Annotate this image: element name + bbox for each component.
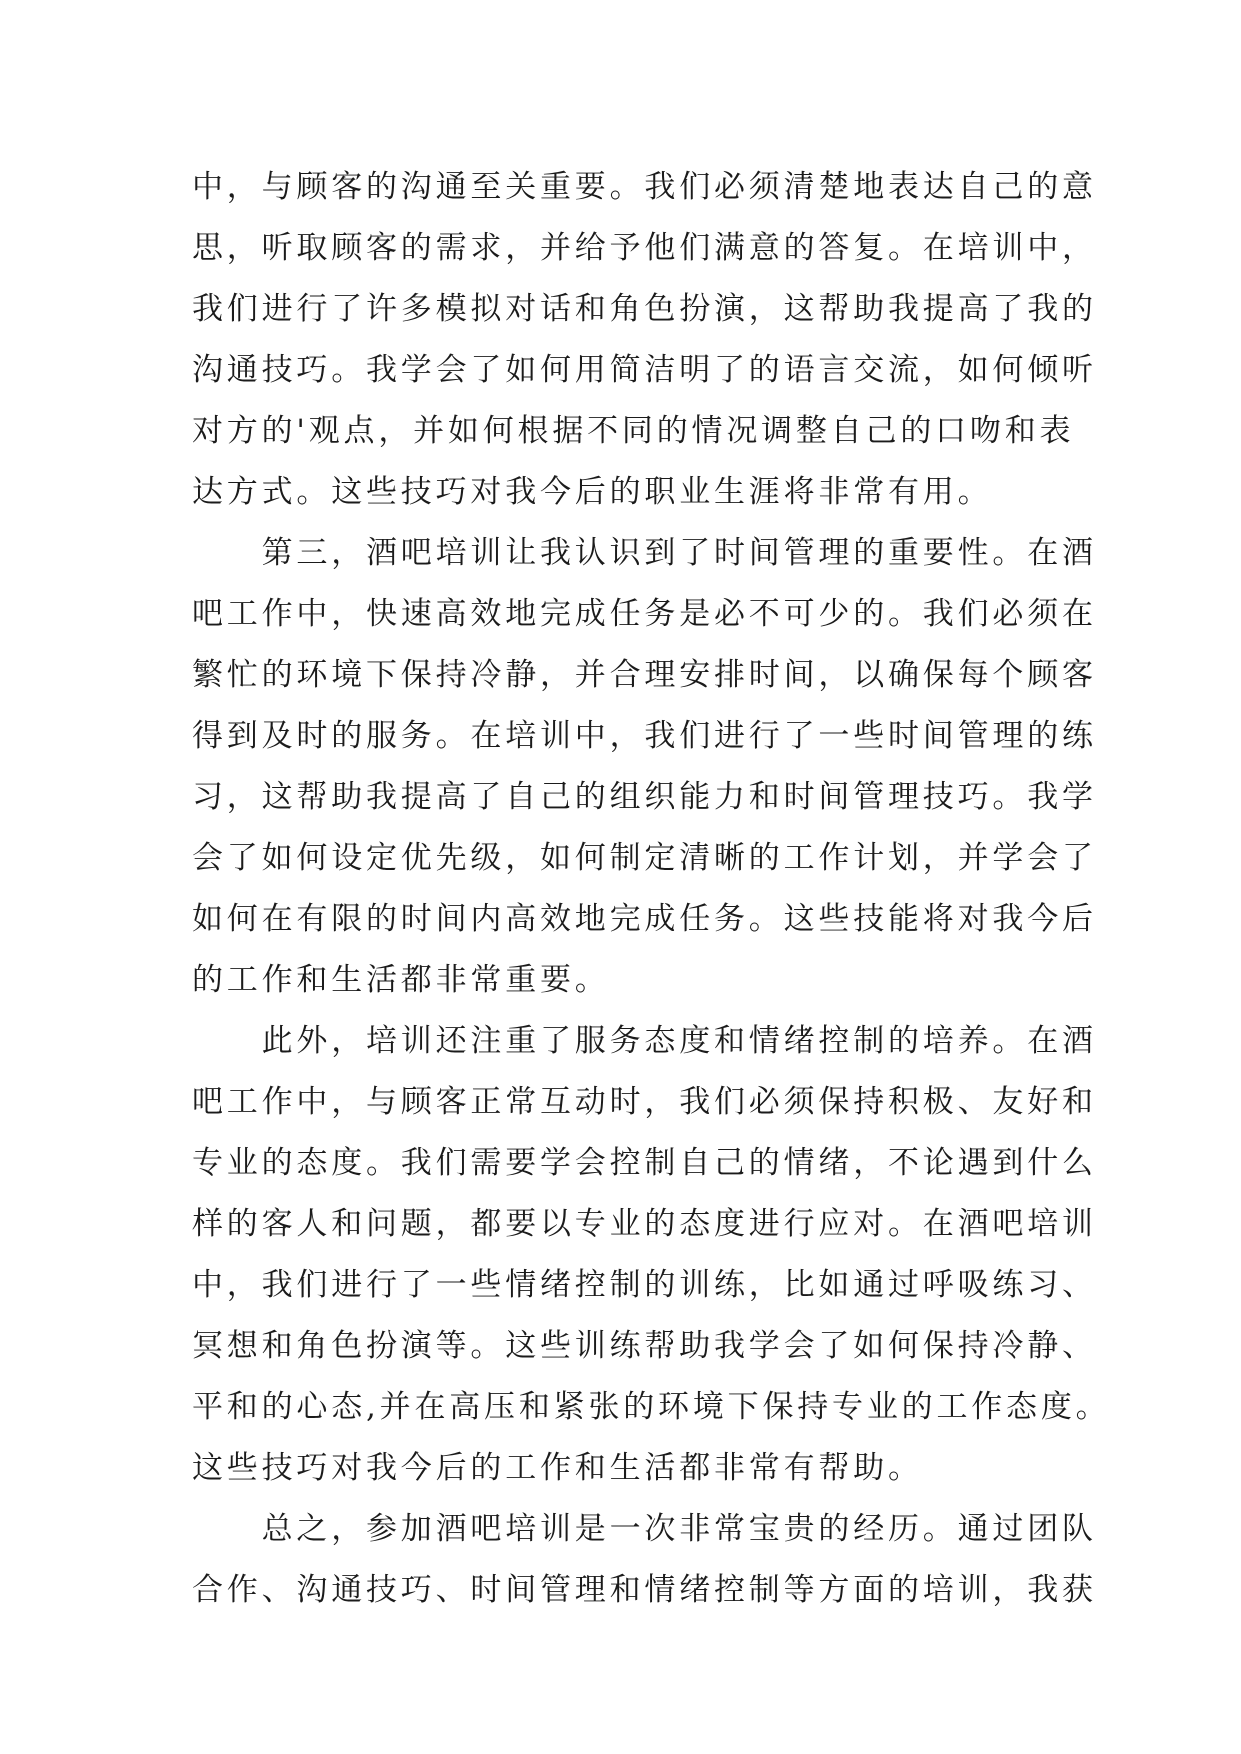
text-line: 吧工作中，与顾客正常互动时，我们必须保持积极、友好和 — [192, 1084, 1097, 1120]
text-line: 样的客人和问题，都要以专业的态度进行应对。在酒吧培训 — [192, 1206, 1097, 1242]
text-line: 冥想和角色扮演等。这些训练帮助我学会了如何保持冷静、 — [192, 1328, 1097, 1364]
text-line: 平和的心态,并在高压和紧张的环境下保持专业的工作态度。 — [192, 1389, 1111, 1425]
paragraph-start-line: 此外，培训还注重了服务态度和情绪控制的培养。在酒 — [192, 1023, 1097, 1059]
text-line: 合作、沟通技巧、时间管理和情绪控制等方面的培训，我获 — [192, 1572, 1097, 1608]
text-line: 繁忙的环境下保持冷静，并合理安排时间，以确保每个顾客 — [192, 657, 1097, 693]
text-line: 专业的态度。我们需要学会控制自己的情绪，不论遇到什么 — [192, 1145, 1097, 1181]
text-line: 中，与顾客的沟通至关重要。我们必须清楚地表达自己的意 — [192, 169, 1097, 205]
body-text — [192, 157, 1111, 1621]
text-line: 吧工作中，快速高效地完成任务是必不可少的。我们必须在 — [192, 596, 1097, 632]
text-line: 对方的'观点，并如何根据不同的情况调整自己的口吻和表 — [192, 413, 1075, 449]
text-line: 这些技巧对我今后的工作和生活都非常有帮助。 — [192, 1450, 923, 1486]
text-line: 的工作和生活都非常重要。 — [192, 962, 610, 998]
text-line: 得到及时的服务。在培训中，我们进行了一些时间管理的练 — [192, 718, 1097, 754]
text-line: 如何在有限的时间内高效地完成任务。这些技能将对我今后 — [192, 901, 1097, 937]
text-line: 我们进行了许多模拟对话和角色扮演，这帮助我提高了我的 — [192, 291, 1097, 327]
text-line: 习，这帮助我提高了自己的组织能力和时间管理技巧。我学 — [192, 779, 1097, 815]
text-line: 会了如何设定优先级，如何制定清晰的工作计划，并学会了 — [192, 840, 1097, 876]
paragraph-start-line: 第三，酒吧培训让我认识到了时间管理的重要性。在酒 — [192, 535, 1097, 571]
text-line: 达方式。这些技巧对我今后的职业生涯将非常有用。 — [192, 474, 993, 510]
text-line: 中，我们进行了一些情绪控制的训练，比如通过呼吸练习、 — [192, 1267, 1097, 1303]
text-line: 沟通技巧。我学会了如何用简洁明了的语言交流，如何倾听 — [192, 352, 1097, 388]
text-line: 思，听取顾客的需求，并给予他们满意的答复。在培训中， — [192, 230, 1097, 266]
paragraph-start-line: 总之，参加酒吧培训是一次非常宝贵的经历。通过团队 — [192, 1511, 1097, 1547]
